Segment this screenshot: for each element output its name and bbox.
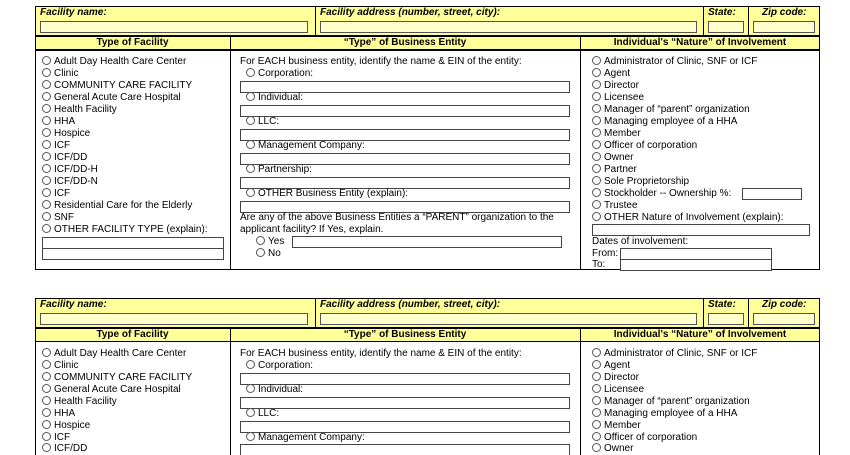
parent-question-line-1: Are any of the above Business Entities a “PARENT” organization to the — [240, 212, 554, 223]
entity-option-management-company[interactable]: Management Company: — [246, 140, 365, 152]
nature-option[interactable]: Officer of corporation — [592, 140, 697, 152]
facility-name-label: Facility name: — [40, 7, 107, 18]
facility-type-option[interactable]: General Acute Care Hospital — [42, 92, 181, 104]
facility-type-option[interactable]: COMMUNITY CARE FACILITY — [42, 80, 192, 92]
facility-type-option[interactable]: ICF/DD — [42, 152, 87, 164]
facility-type-option[interactable]: ICF/DD — [42, 443, 87, 455]
radio-button[interactable] — [42, 420, 51, 429]
radio-button[interactable] — [42, 164, 51, 173]
radio-button[interactable] — [592, 200, 601, 209]
nature-option[interactable]: Owner — [592, 152, 633, 164]
individual-field[interactable] — [240, 105, 570, 117]
entity-option-llc[interactable]: LLC: — [246, 116, 279, 128]
management-company-field[interactable] — [240, 444, 570, 455]
radio-button[interactable] — [592, 56, 601, 65]
facility-name-field[interactable] — [40, 313, 308, 325]
state-label: State: — [708, 299, 736, 310]
facility-type-option[interactable]: Residential Care for the Elderly — [42, 200, 192, 212]
nature-option[interactable]: Licensee — [592, 384, 644, 396]
radio-button[interactable] — [256, 236, 265, 245]
radio-button[interactable] — [42, 200, 51, 209]
radio-button[interactable] — [246, 188, 255, 197]
nature-option[interactable]: Licensee — [592, 92, 644, 104]
radio-button[interactable] — [592, 68, 601, 77]
facility-address-field[interactable] — [320, 313, 697, 325]
nature-header: Individual's “Nature” of Involvement — [613, 329, 787, 340]
radio-button[interactable] — [592, 80, 601, 89]
facility-type-option[interactable]: Adult Day Health Care Center — [42, 348, 186, 360]
facility-type-option[interactable]: HHA — [42, 408, 75, 420]
entity-option-llc[interactable]: LLC: — [246, 408, 279, 420]
entity-option-individual[interactable]: Individual: — [246, 92, 303, 104]
radio-button[interactable] — [592, 152, 601, 161]
type-of-facility-header: Type of Facility — [96, 37, 169, 48]
entity-option-other[interactable]: OTHER Business Entity (explain): — [246, 188, 408, 200]
radio-button[interactable] — [246, 360, 255, 369]
business-entity-header: “Type” of Business Entity — [343, 329, 467, 340]
business-entity-intro: For EACH business entity, identify the name & EIN of the entity: — [240, 348, 522, 359]
facility-type-option[interactable]: Clinic — [42, 360, 78, 372]
parent-no-option[interactable]: No — [256, 248, 281, 260]
entity-option-management-company[interactable]: Management Company: — [246, 432, 365, 444]
radio-button[interactable] — [592, 188, 601, 197]
radio-button[interactable] — [42, 396, 51, 405]
radio-button[interactable] — [42, 408, 51, 417]
radio-button[interactable] — [42, 152, 51, 161]
to-date-field[interactable] — [620, 259, 772, 271]
facility-type-option[interactable]: Adult Day Health Care Center — [42, 56, 186, 68]
facility-type-option[interactable]: Health Facility — [42, 104, 117, 116]
entity-option-corporation[interactable]: Corporation: — [246, 360, 313, 372]
radio-button[interactable] — [42, 104, 51, 113]
nature-option[interactable]: Agent — [592, 360, 630, 372]
radio-button[interactable] — [592, 348, 601, 357]
nature-option[interactable]: Agent — [592, 68, 630, 80]
facility-type-option[interactable]: ICF — [42, 432, 70, 444]
radio-button[interactable] — [42, 443, 51, 452]
radio-button[interactable] — [592, 116, 601, 125]
nature-option[interactable]: Owner — [592, 443, 633, 455]
radio-button[interactable] — [592, 164, 601, 173]
facility-type-option[interactable]: Hospice — [42, 128, 90, 140]
nature-option[interactable]: Partner — [592, 164, 637, 176]
facility-type-option[interactable]: ICF/DD-H — [42, 164, 98, 176]
facility-type-option[interactable]: General Acute Care Hospital — [42, 384, 181, 396]
entity-option-corporation[interactable]: Corporation: — [246, 68, 313, 80]
radio-button[interactable] — [42, 348, 51, 357]
radio-button[interactable] — [592, 420, 601, 429]
zip-code-label: Zip code: — [762, 7, 807, 18]
nature-option[interactable]: Director — [592, 80, 639, 92]
facility-type-option[interactable]: OTHER FACILITY TYPE (explain): — [42, 224, 208, 236]
radio-button[interactable] — [42, 128, 51, 137]
state-label: State: — [708, 7, 736, 18]
other-nature-explain-field[interactable] — [592, 224, 810, 236]
radio-button[interactable] — [246, 140, 255, 149]
nature-option[interactable]: OTHER Nature of Involvement (explain): — [592, 212, 784, 224]
radio-button[interactable] — [42, 432, 51, 441]
zip-code-field[interactable] — [753, 313, 815, 325]
nature-option[interactable]: Director — [592, 372, 639, 384]
ownership-percent-field[interactable] — [742, 188, 802, 200]
radio-button[interactable] — [592, 360, 601, 369]
radio-button[interactable] — [592, 432, 601, 441]
radio-button[interactable] — [592, 92, 601, 101]
facility-name-field[interactable] — [40, 21, 308, 33]
type-of-facility-header: Type of Facility — [96, 329, 169, 340]
radio-button[interactable] — [592, 372, 601, 381]
radio-button[interactable] — [42, 92, 51, 101]
facility-type-option[interactable]: ICF/DD-N — [42, 176, 98, 188]
radio-button[interactable] — [592, 396, 601, 405]
nature-option[interactable]: Managing employee of a HHA — [592, 408, 737, 420]
radio-button[interactable] — [246, 68, 255, 77]
parent-explain-field[interactable] — [292, 236, 562, 248]
facility-type-option[interactable]: Health Facility — [42, 396, 117, 408]
parent-question-line-2: applicant facility? If Yes, explain. — [240, 224, 384, 235]
radio-button[interactable] — [42, 384, 51, 393]
entity-option-partnership[interactable]: Partnership: — [246, 164, 312, 176]
radio-button[interactable] — [42, 372, 51, 381]
individual-field[interactable] — [240, 397, 570, 409]
radio-button[interactable] — [592, 104, 601, 113]
to-label: To: — [592, 259, 606, 270]
facility-type-option[interactable]: HHA — [42, 116, 75, 128]
radio-button[interactable] — [42, 212, 51, 221]
radio-button[interactable] — [246, 92, 255, 101]
facility-type-option[interactable]: Clinic — [42, 68, 78, 80]
dates-of-involvement-label: Dates of involvement: — [592, 236, 689, 247]
zip-code-field[interactable] — [753, 21, 815, 33]
radio-button[interactable] — [246, 384, 255, 393]
radio-button[interactable] — [592, 384, 601, 393]
radio-button[interactable] — [42, 176, 51, 185]
radio-button[interactable] — [42, 68, 51, 77]
radio-button[interactable] — [246, 116, 255, 125]
nature-option[interactable]: Stockholder -- Ownership %: — [592, 188, 731, 200]
entity-option-individual[interactable]: Individual: — [246, 384, 303, 396]
nature-option[interactable]: Member — [592, 128, 641, 140]
radio-button[interactable] — [42, 224, 51, 233]
state-field[interactable] — [708, 313, 744, 325]
from-label: From: — [592, 248, 619, 259]
nature-option[interactable]: Manager of “parent” organization — [592, 396, 750, 408]
business-entity-header: “Type” of Business Entity — [343, 37, 467, 48]
business-entity-intro: For EACH business entity, identify the name & EIN of the entity: — [240, 56, 522, 67]
facility-address-label: Facility address (number, street, city): — [320, 299, 501, 310]
radio-button[interactable] — [592, 212, 601, 221]
facility-name-label: Facility name: — [40, 299, 107, 310]
nature-option[interactable]: Trustee — [592, 200, 638, 212]
nature-header: Individual's “Nature” of Involvement — [613, 37, 787, 48]
nature-option[interactable]: Managing employee of a HHA — [592, 116, 737, 128]
radio-button[interactable] — [42, 116, 51, 125]
radio-button[interactable] — [246, 432, 255, 441]
zip-code-label: Zip code: — [762, 299, 807, 310]
nature-option[interactable]: Manager of “parent” organization — [592, 104, 750, 116]
facility-type-option[interactable]: COMMUNITY CARE FACILITY — [42, 372, 192, 384]
radio-button[interactable] — [592, 140, 601, 149]
radio-button[interactable] — [592, 408, 601, 417]
nature-option[interactable]: Administrator of Clinic, SNF or ICF — [592, 56, 757, 68]
nature-option[interactable]: Administrator of Clinic, SNF or ICF — [592, 348, 757, 360]
other-facility-explain-field-2[interactable] — [42, 248, 224, 260]
radio-button[interactable] — [246, 164, 255, 173]
facility-type-option[interactable]: ICF — [42, 188, 70, 200]
facility-address-field[interactable] — [320, 21, 697, 33]
facility-type-option[interactable]: SNF — [42, 212, 74, 224]
radio-button[interactable] — [42, 80, 51, 89]
nature-option[interactable]: Officer of corporation — [592, 432, 697, 444]
state-field[interactable] — [708, 21, 744, 33]
facility-address-label: Facility address (number, street, city): — [320, 7, 501, 18]
radio-button[interactable] — [256, 248, 265, 257]
nature-option[interactable]: Member — [592, 420, 641, 432]
radio-button[interactable] — [42, 140, 51, 149]
radio-button[interactable] — [42, 56, 51, 65]
radio-button[interactable] — [592, 443, 601, 452]
facility-type-option[interactable]: ICF — [42, 140, 70, 152]
radio-button[interactable] — [246, 408, 255, 417]
parent-yes-option[interactable]: Yes — [256, 236, 284, 248]
radio-button[interactable] — [42, 360, 51, 369]
radio-button[interactable] — [42, 188, 51, 197]
radio-button[interactable] — [592, 176, 601, 185]
nature-option[interactable]: Sole Proprietorship — [592, 176, 689, 188]
facility-type-option[interactable]: Hospice — [42, 420, 90, 432]
radio-button[interactable] — [592, 128, 601, 137]
